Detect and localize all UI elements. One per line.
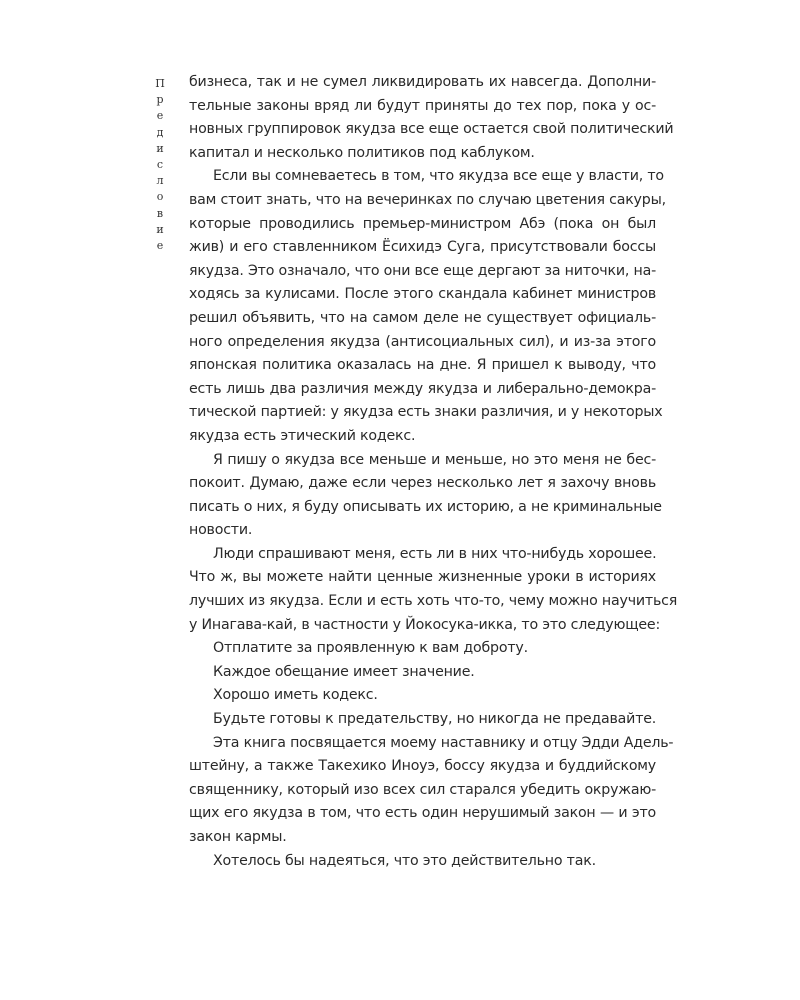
text-line: Будьте готовы к предательству, но никогда не предавайте. (213, 711, 657, 728)
body-text (189, 71, 678, 873)
text-line: решил объявить, что на самом деле не существует официаль- (189, 309, 656, 326)
text-line: тельные законы вряд ли будут приняты до тех пор, пока у ос- (189, 97, 656, 114)
running-head-letter: р (156, 93, 164, 107)
running-head-letter: е (156, 109, 164, 123)
text-line: Что ж, вы можете найти ценные жизненные уроки в историях (189, 569, 656, 586)
text-line: Люди спрашивают меня, есть ли в них что-нибудь хорошее. (213, 545, 657, 562)
text-line: которые проводились премьер-министром Абэ (пока он был (189, 215, 656, 232)
running-head-letter: с (156, 158, 164, 172)
text-line: бизнеса, так и не сумел ликвидировать их навсегда. Дополни- (189, 74, 656, 90)
text-line: жив) и его ставленником Ёсихидэ Суга, присутствовали боссы (189, 239, 656, 256)
running-head-letter: о (156, 190, 164, 204)
text-line: капитал и несколько политиков под каблуком. (189, 144, 535, 161)
text-line: японская политика оказалась на дне. Я пришел к выводу, что (189, 357, 656, 374)
text-line: тической партией: у якудза есть знаки различия, и у некоторых (189, 404, 663, 421)
text-line: у Инагава-кай, в частности у Йокосука-икка, то это следующее: (189, 616, 661, 633)
text-line: вам стоит знать, что на вечеринках по случаю цветения сакуры, (189, 191, 666, 208)
running-head-letter: е (156, 239, 164, 253)
text-line: новости. (189, 522, 253, 539)
text-line: якудза есть этический кодекс. (189, 427, 416, 444)
text-line: лучших из якудза. Если и есть хоть что-то, чему можно научиться (189, 593, 678, 610)
text-line: покоит. Думаю, даже если через несколько лет я захочу вновь (189, 475, 656, 492)
text-line: закон кармы. (189, 829, 287, 845)
running-head-letter: в (156, 206, 164, 220)
text-line: ного определения якудза (антисоциальных сил), и из-за этого (189, 333, 656, 350)
text-line: ходясь за кулисами. После этого скандала кабинет министров (189, 286, 656, 303)
text-line: Каждое обещание имеет значение. (213, 663, 475, 680)
text-line: новных группировок якудза все еще остается свой политический (189, 121, 674, 138)
running-head-vertical (150, 76, 170, 254)
text-line: священнику, который изо всех сил старался убедить окружаю- (189, 781, 657, 798)
running-head-letter: П (155, 77, 165, 90)
text-line: Отплатите за проявленную к вам доброту. (213, 640, 528, 657)
text-line: Хорошо иметь кодекс. (213, 687, 378, 704)
text-line: Я пишу о якудза все меньше и меньше, но это меня не бес- (213, 451, 656, 468)
text-line: штейну, а также Такехико Иноуэ, боссу якудза и буддийскому (189, 758, 656, 775)
text-line: якудза. Это означало, что они все еще дергают за ниточки, на- (189, 262, 656, 279)
running-head-letter: и (156, 222, 164, 236)
text-line: Если вы сомневаетесь в том, что якудза все еще у власти, то (213, 168, 664, 185)
running-head-letter: и (156, 141, 164, 155)
running-head-letter: д (156, 125, 164, 139)
running-head-letter: л (156, 174, 164, 188)
text-line: писать о них, я буду описывать их историю, а не криминальные (189, 498, 662, 515)
text-line: Хотелось бы надеяться, что это действительно так. (213, 852, 596, 869)
text-line: есть лишь два различия между якудза и либерально-демокра- (189, 380, 656, 397)
text-line: Эта книга посвящается моему наставнику и отцу Эдди Адель- (213, 734, 674, 751)
text-line: щих его якудза в том, что есть один нерушимый закон — и это (189, 805, 656, 822)
